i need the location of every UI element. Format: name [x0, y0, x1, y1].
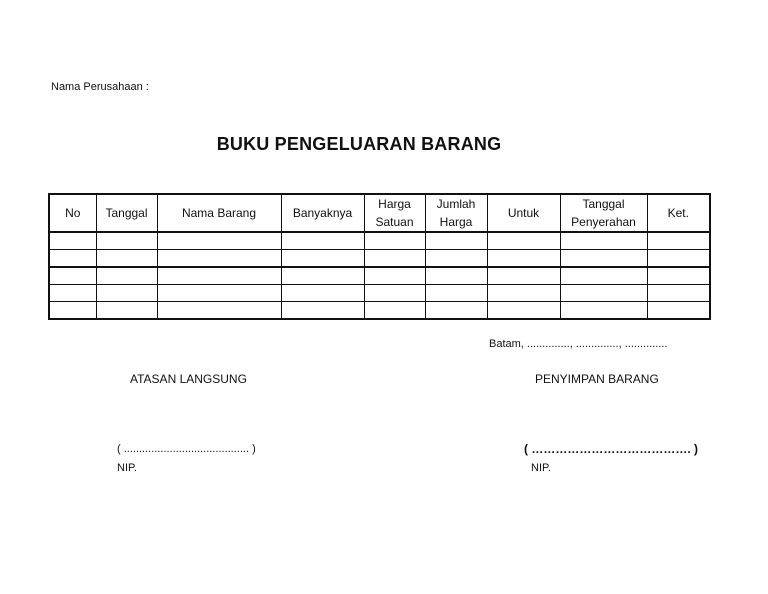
column-header-jumlah-harga: Jumlah Harga — [425, 194, 487, 232]
column-header-untuk: Untuk — [487, 194, 560, 232]
storekeeper-nip-label: NIP. — [531, 462, 551, 474]
supervisor-signature-title: ATASAN LANGSUNG — [130, 372, 247, 386]
column-header-tanggal-penyerahan: Tanggal Penyerahan — [560, 194, 647, 232]
table-row — [49, 285, 710, 302]
storekeeper-name-blank: ( …………………………………. ) — [524, 442, 698, 456]
column-header-no: No — [49, 194, 96, 232]
column-header-nama-barang: Nama Barang — [157, 194, 281, 232]
column-header-keterangan: Ket. — [647, 194, 710, 232]
table-row — [49, 267, 710, 285]
storekeeper-signature-title: PENYIMPAN BARANG — [535, 372, 659, 386]
table-row — [49, 232, 710, 250]
column-header-tanggal: Tanggal — [96, 194, 157, 232]
place-date-line: Batam, .............., .............., .............. — [489, 338, 668, 350]
table-header-row — [49, 194, 710, 232]
page-title: BUKU PENGELUARAN BARANG — [216, 134, 502, 154]
table-row — [49, 302, 710, 320]
goods-ledger-table — [48, 193, 711, 320]
table-row — [49, 250, 710, 268]
supervisor-nip-label: NIP. — [117, 462, 137, 474]
supervisor-name-blank: ( ......................................... ) — [117, 443, 256, 455]
column-header-banyaknya: Banyaknya — [281, 194, 364, 232]
company-name-label: Nama Perusahaan : — [51, 81, 149, 93]
column-header-harga-satuan: Harga Satuan — [364, 194, 425, 232]
